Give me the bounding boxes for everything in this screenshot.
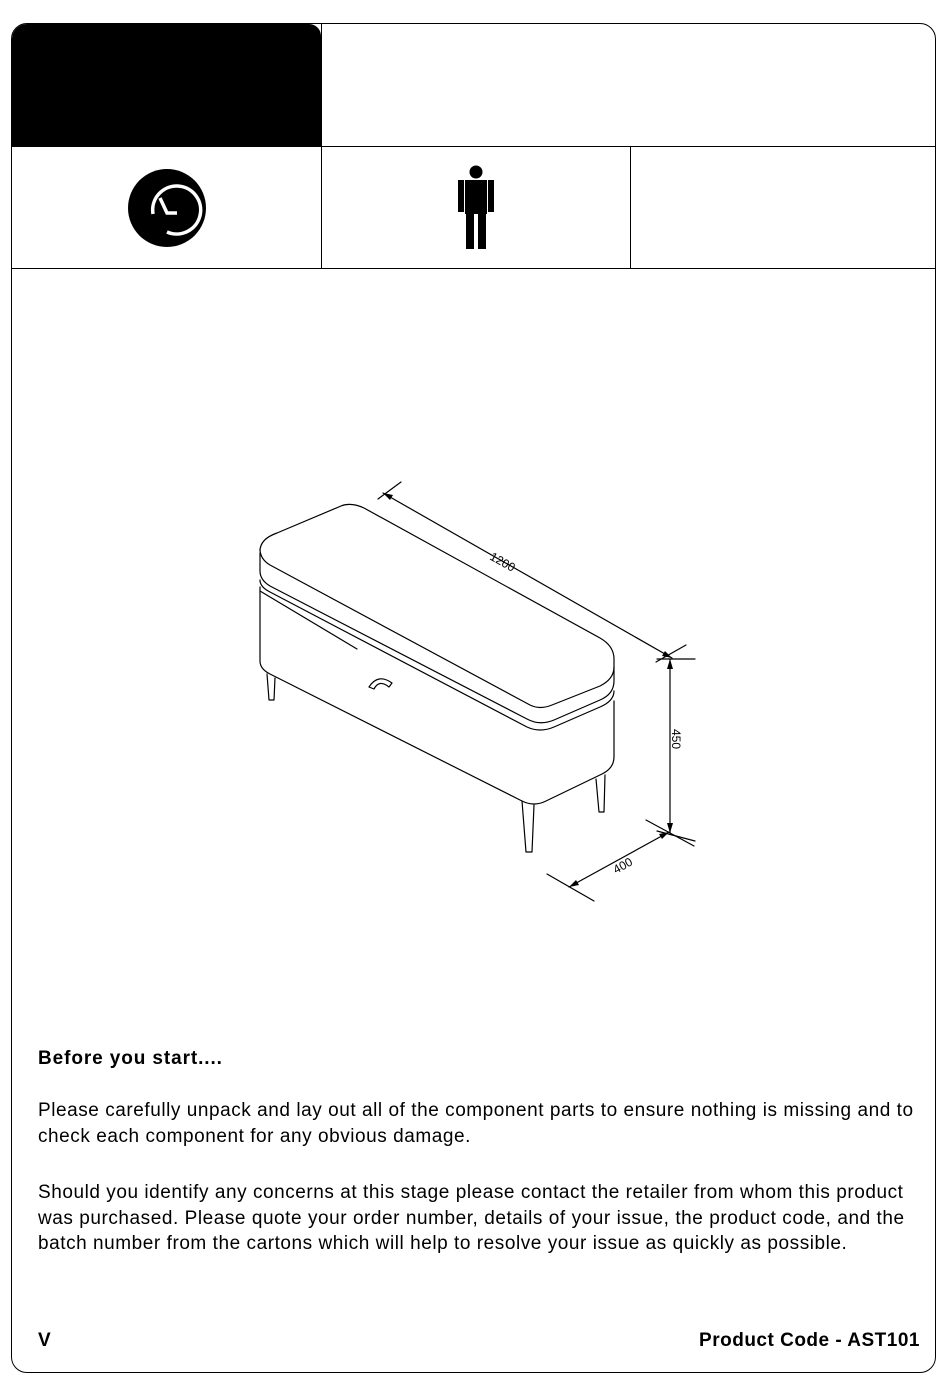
- dim-height-label: 450: [669, 729, 683, 750]
- dim-depth-label: 400: [610, 854, 635, 877]
- time-cell: [12, 147, 321, 269]
- dim-depth-ext-1: [547, 874, 594, 901]
- leg-back-right: [596, 775, 605, 812]
- lid-edge: [260, 553, 614, 723]
- leg-back-left: [267, 674, 275, 700]
- page-frame: [11, 23, 936, 1373]
- header-black-panel: [12, 24, 321, 146]
- lid-top: [260, 504, 614, 707]
- person-icon: [456, 165, 496, 251]
- lid-handle: [369, 679, 392, 689]
- product-code: Product Code - AST101: [699, 1330, 920, 1351]
- ottoman-dimension-drawing: [12, 269, 936, 1039]
- people-cell: [321, 147, 630, 269]
- leg-front: [522, 801, 534, 852]
- clock-icon: [127, 168, 207, 248]
- version-label: V: [38, 1330, 51, 1351]
- unpack-paragraph: Please carefully unpack and lay out all of the component parts to ensure nothing is missing and to check each component for any obvious damage.: [38, 1100, 914, 1147]
- dim-length-line: [383, 493, 672, 658]
- contact-retailer-paragraph: Should you identify any concerns at this stage please contact the retailer from whom this product was purchased. Please quote your order number, details of your issue, the product code, and the batch number from the cartons which will help to resolve your issue as quickly as possible.: [38, 1182, 905, 1254]
- before-you-start-heading: Before you start....: [38, 1048, 223, 1069]
- body-front: [260, 587, 614, 804]
- body-shadow-line: [260, 591, 357, 649]
- dim-length-label: 1200: [487, 549, 518, 575]
- tools-cell: [630, 147, 936, 269]
